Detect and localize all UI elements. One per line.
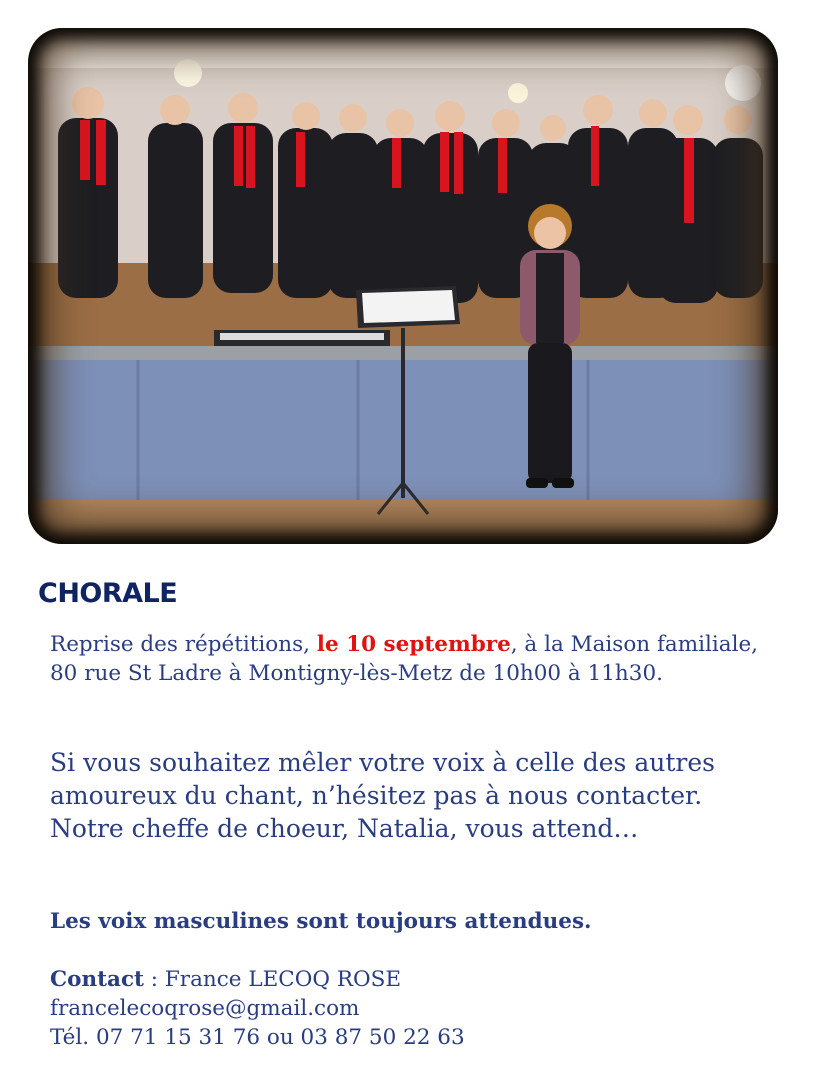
rehearsal-date-highlight: le 10 septembre	[316, 632, 511, 657]
men-voices-note: Les voix masculines sont toujours attendues.	[50, 909, 592, 934]
contact-name: : France LECOQ ROSE	[143, 967, 402, 992]
rehearsal-text-end: , à la Maison familiale, 80 rue St Ladre à Montigny-lès-Metz de 10h00 à 11h30.	[50, 632, 759, 686]
contact-label: Contact	[50, 967, 144, 992]
rehearsal-text-start: Reprise des répétitions,	[50, 632, 317, 657]
invitation-paragraph: Si vous souhaitez mêler votre voix à celle des autres amoureux du chant, n’hésitez pas à nous contacter. Notre cheffe de choeur, Natalia, vous attend…	[50, 748, 715, 843]
rehearsal-paragraph	[50, 630, 780, 688]
contact-block	[50, 965, 780, 1052]
contact-line	[50, 965, 780, 994]
contact-phone: Tél. 07 71 15 31 76 ou 03 87 50 22 63	[50, 1025, 465, 1050]
choir-photo-illustration	[28, 28, 778, 544]
page-title: CHORALE	[38, 578, 178, 609]
choir-photo	[28, 28, 778, 544]
contact-email[interactable]: francelecoqrose@gmail.com	[50, 996, 360, 1021]
